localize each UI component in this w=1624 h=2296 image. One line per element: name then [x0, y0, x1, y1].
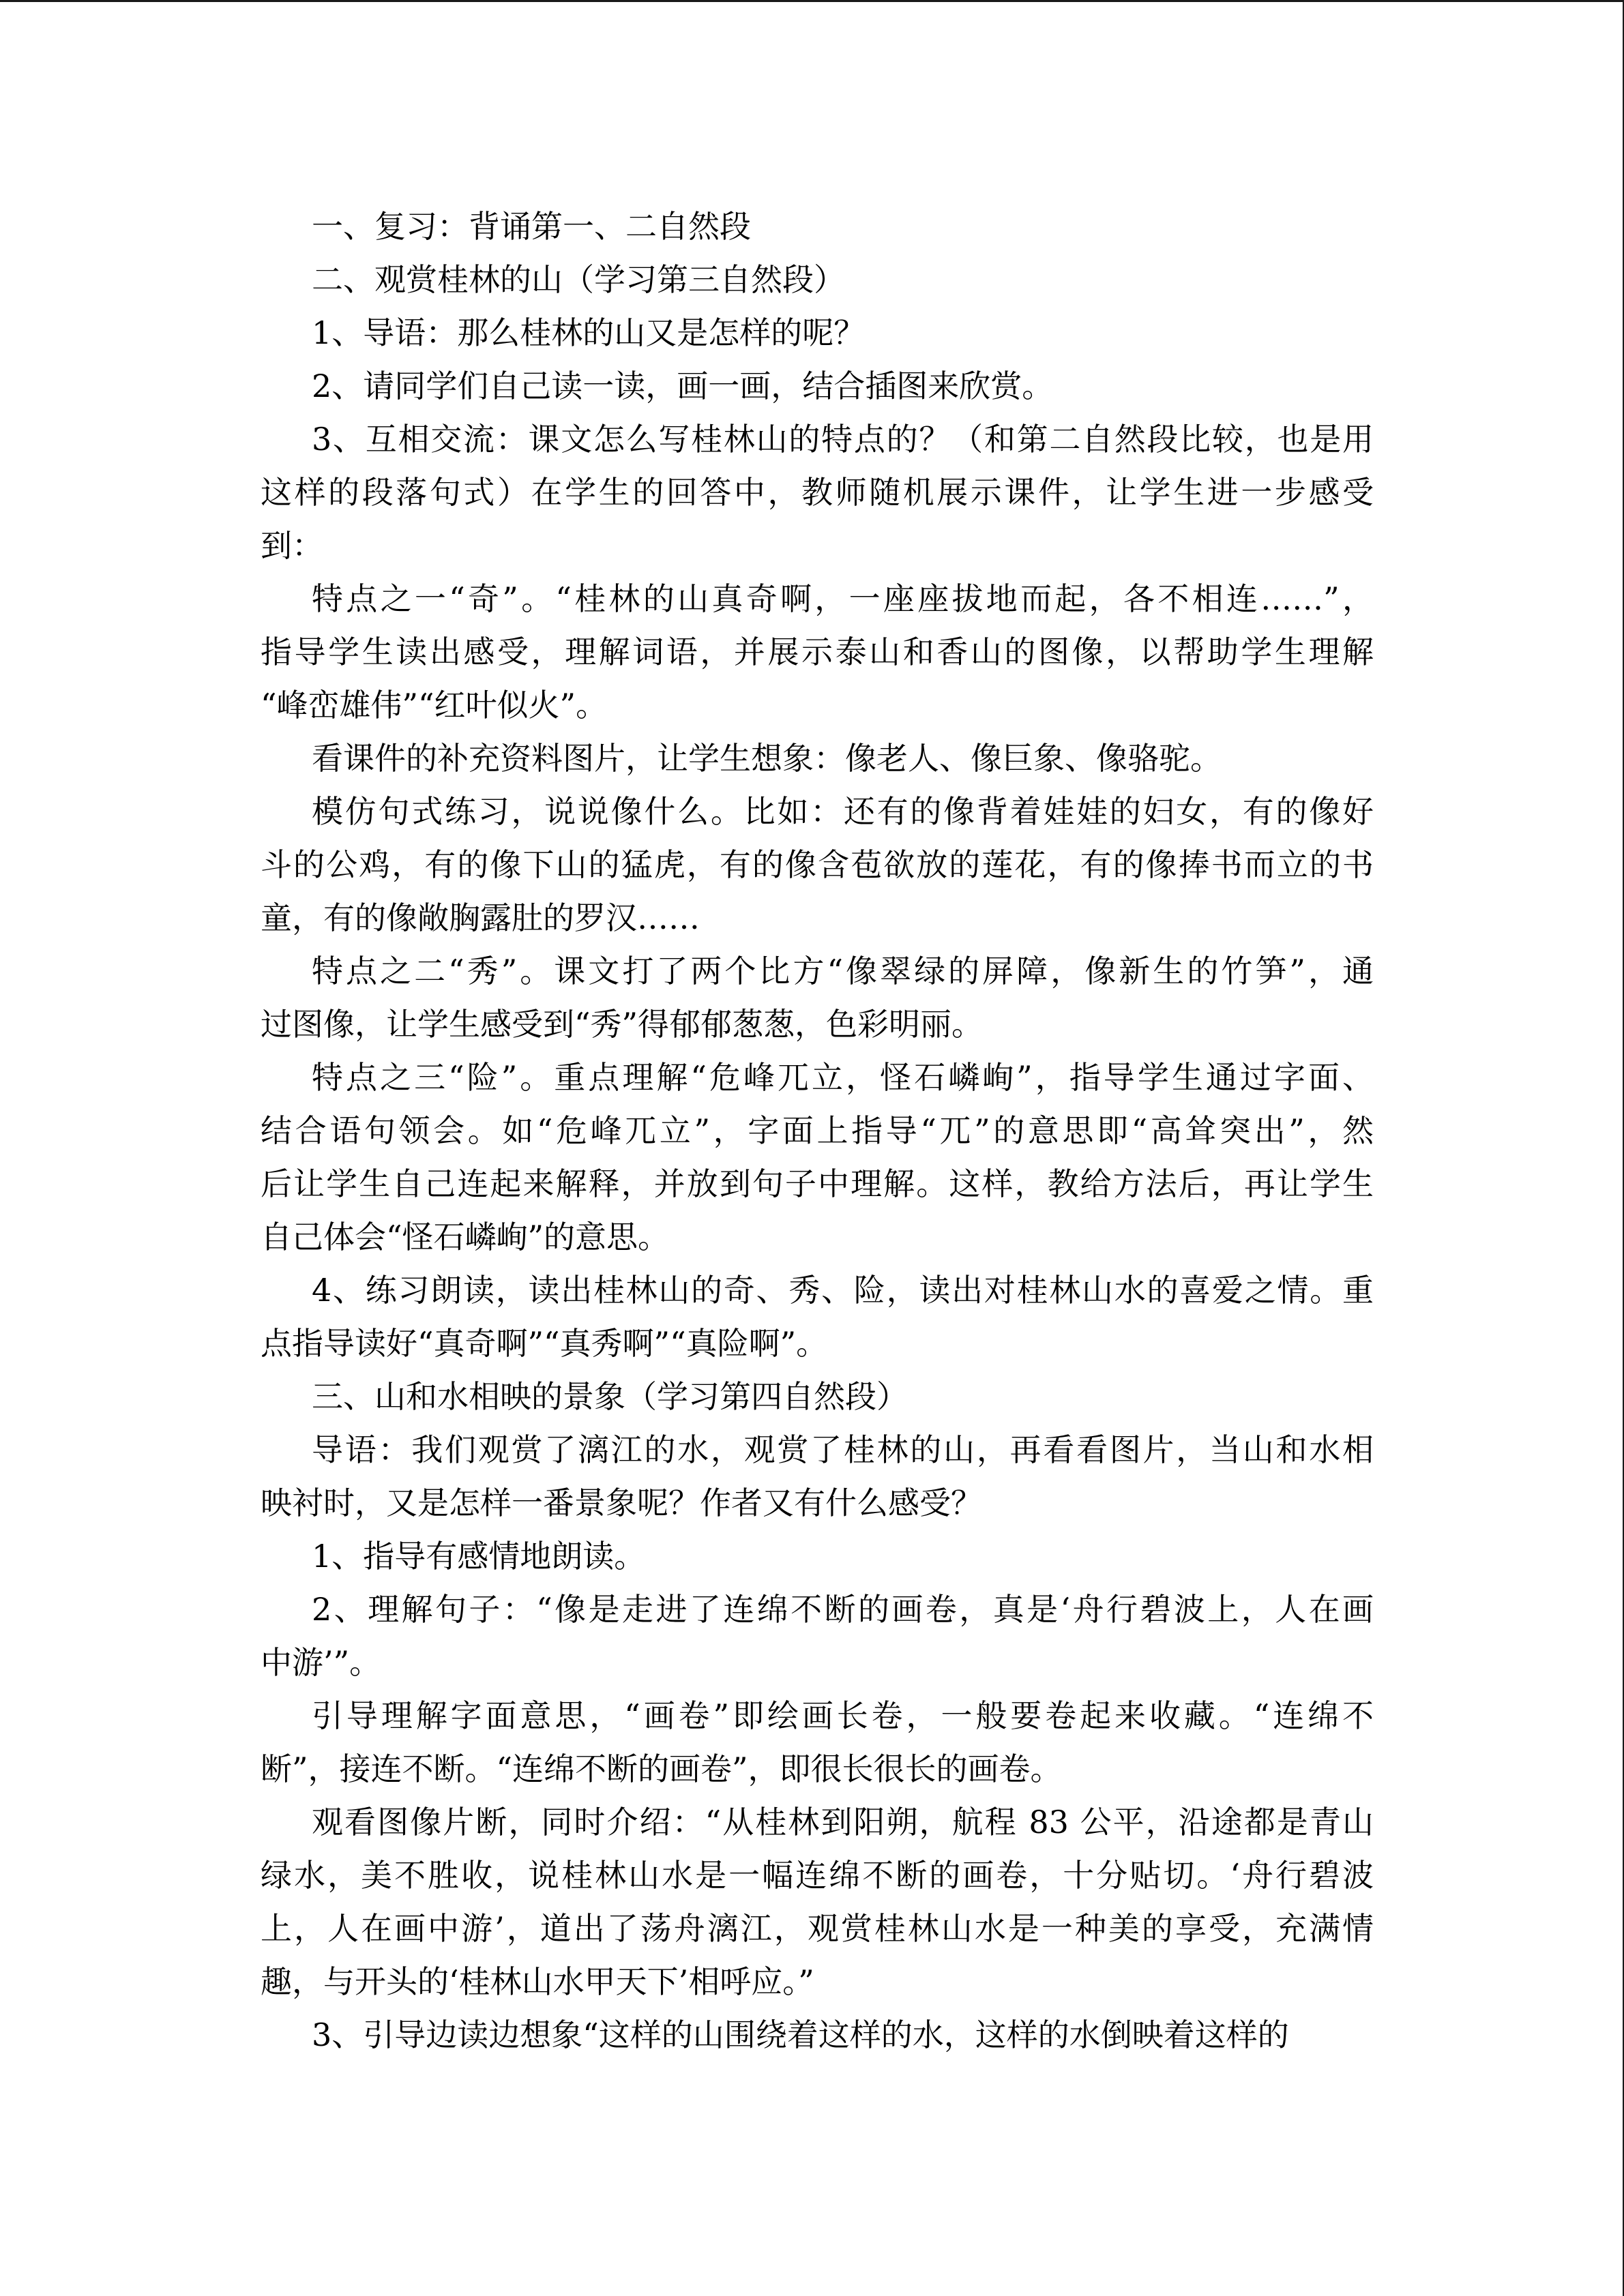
paragraph — [261, 359, 1374, 413]
paragraph — [261, 1423, 1374, 1530]
text-line: 上，人在画中游’，道出了荡舟漓江，观赏桂林山水是一种美的享受，充满情 — [261, 1910, 1374, 1947]
text-line: 1、导语：那么桂林的山又是怎样的呢？ — [312, 314, 866, 351]
paragraph — [261, 1051, 1374, 1264]
paragraph — [261, 2008, 1374, 2061]
text-line: 模仿句式练习，说说像什么。比如：还有的像背着娃娃的妇女，有的像好 — [312, 793, 1374, 830]
text-line: 3、引导边读边想象“这样的山围绕着这样的水，这样的水倒映着这样的 — [312, 2016, 1289, 2053]
text-line: 三、山和水相映的景象（学习第四自然段） — [312, 1378, 908, 1415]
text-line: 映衬时，又是怎样一番景象呢？作者又有什么感受？ — [261, 1485, 982, 1521]
text-line: 一、复习：背诵第一、二自然段 — [312, 208, 751, 245]
text-line: 自己体会“怪石嶙峋”的意思。 — [261, 1219, 670, 1255]
section-heading-review — [261, 200, 1374, 253]
text-line: 二、观赏桂林的山（学习第三自然段） — [312, 261, 845, 298]
paragraph — [261, 732, 1374, 785]
paragraph — [261, 1264, 1374, 1370]
text-line: 断”，接连不断。“连绵不断的画卷”，即很长很长的画卷。 — [261, 1750, 1062, 1787]
text-line: 特点之三“险”。重点理解“危峰兀立，怪石嶙峋”，指导学生通过字面、 — [312, 1059, 1374, 1096]
text-line: 绿水，美不胜收，说桂林山水是一幅连绵不断的画卷，十分贴切。‘舟行碧波 — [261, 1857, 1374, 1894]
paragraph — [261, 944, 1374, 1051]
document-body — [261, 200, 1374, 2061]
text-line: 看课件的补充资料图片，让学生想象：像老人、像巨象、像骆驼。 — [312, 740, 1222, 777]
text-line: 点指导读好“真奇啊”“真秀啊”“真险啊”。 — [261, 1325, 828, 1362]
section-heading-mountains — [261, 253, 1374, 306]
text-line: 观看图像片断，同时介绍：“从桂林到阳朔，航程 83 公平，沿途都是青山 — [312, 1804, 1374, 1840]
text-line: 结合语句领会。如“危峰兀立”，字面上指导“兀”的意思即“高耸突出”，然 — [261, 1112, 1374, 1149]
text-line: 2、理解句子：“像是走进了连绵不断的画卷，真是‘舟行碧波上，人在画 — [312, 1591, 1374, 1628]
text-line: 3、互相交流：课文怎么写桂林山的特点的？（和第二自然段比较，也是用 — [312, 421, 1374, 458]
section-heading-mountain-water — [261, 1370, 1374, 1423]
text-line: 到： — [261, 527, 323, 564]
paragraph — [261, 785, 1374, 944]
paragraph — [261, 1795, 1374, 2008]
text-line: 导语：我们观赏了漓江的水，观赏了桂林的山，再看看图片，当山和水相 — [312, 1431, 1374, 1468]
paragraph — [261, 1689, 1374, 1795]
text-line: 中游’”。 — [261, 1644, 381, 1681]
text-line: “峰峦雄伟”“红叶似火”。 — [261, 687, 608, 724]
text-line: 过图像，让学生感受到“秀”得郁郁葱葱，色彩明丽。 — [261, 1006, 984, 1043]
paragraph — [261, 572, 1374, 732]
paragraph — [261, 1530, 1374, 1583]
text-line: 2、请同学们自己读一读，画一画，结合插图来欣赏。 — [312, 368, 1054, 404]
text-line: 趣，与开头的‘桂林山水甲天下’相呼应。” — [261, 1963, 814, 2000]
text-line: 1、指导有感情地朗读。 — [312, 1538, 646, 1575]
text-line: 特点之一“奇”。“桂林的山真奇啊，一座座拔地而起，各不相连……”， — [312, 580, 1374, 617]
text-line: 童，有的像敞胸露肚的罗汉…… — [261, 899, 700, 936]
paragraph — [261, 1583, 1374, 1689]
text-line: 引导理解字面意思，“画卷”即绘画长卷，一般要卷起来收藏。“连绵不 — [312, 1697, 1374, 1734]
text-line: 指导学生读出感受，理解词语，并展示泰山和香山的图像，以帮助学生理解 — [261, 633, 1374, 670]
text-line: 后让学生自己连起来解释，并放到句子中理解。这样，教给方法后，再让学生 — [261, 1165, 1374, 1202]
text-line: 这样的段落句式）在学生的回答中，教师随机展示课件，让学生进一步感受 — [261, 474, 1374, 511]
text-line: 斗的公鸡，有的像下山的猛虎，有的像含苞欲放的莲花，有的像捧书而立的书 — [261, 846, 1374, 883]
text-line: 特点之二“秀”。课文打了两个比方“像翠绿的屏障，像新生的竹笋”，通 — [312, 953, 1374, 989]
text-line: 4、练习朗读，读出桂林山的奇、秀、险，读出对桂林山水的喜爱之情。重 — [312, 1272, 1374, 1309]
paragraph — [261, 413, 1374, 572]
paragraph — [261, 306, 1374, 359]
